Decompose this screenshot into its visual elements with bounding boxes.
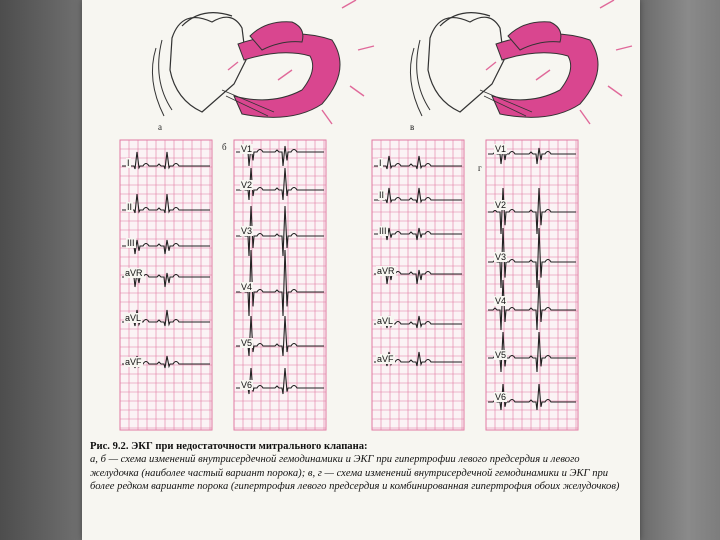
heart-schematic-a-arrow-3 xyxy=(350,86,364,96)
heart-schematic-a-arrow-4 xyxy=(322,110,332,124)
slide-right-band xyxy=(640,0,720,540)
heart-schematic-a-arrow-5 xyxy=(228,62,238,70)
lead-label-b-aVR: aVR xyxy=(125,268,143,278)
lead-label-g-aVF: aVF xyxy=(377,354,394,364)
lead-label-b-II: II xyxy=(127,202,133,212)
lead-label-g-II: II xyxy=(379,190,385,200)
panel-letter-b: б xyxy=(222,142,227,152)
lead-label-g-aVR: aVR xyxy=(377,266,395,276)
lead-label-b-V1: V1 xyxy=(241,144,253,154)
heart-schematic-a-arrow-2 xyxy=(358,46,374,50)
heart-schematic-v-arrow-1 xyxy=(600,0,614,8)
caption-body: а, б — схема изменений внутрисердечной гемодинамики и ЭКГ при гипертрофии левого предсердия и левого желудочка (наиболее частый вариант порока); в, г — схема изменений внутрисердечной гемодинамики и ЭКГ при более редком варианте порока (гипертрофия левого предсердия и комбинированная гипертрофия обоих желудочков) xyxy=(90,454,620,493)
lead-label-g-V4: V4 xyxy=(495,296,507,306)
lead-label-b-III: III xyxy=(127,238,135,248)
lead-label-b-I: I xyxy=(127,158,130,168)
lead-label-g-V6: V6 xyxy=(495,392,507,402)
lead-label-b-V2: V2 xyxy=(241,180,253,190)
heart-schematic-v-arrow-6 xyxy=(536,70,550,80)
lead-label-b-aVL: aVL xyxy=(125,313,142,323)
heart-schematic-v-arrow-5 xyxy=(486,62,496,70)
grid-g-limb xyxy=(372,140,464,430)
heart-schematic-a-arrow-1 xyxy=(342,0,356,8)
lead-label-g-III: III xyxy=(379,226,387,236)
panel-letter-a: а xyxy=(158,122,162,132)
heart-schematic-v xyxy=(410,0,632,124)
heart-schematic-v-arrow-3 xyxy=(608,86,622,96)
lead-label-g-I: I xyxy=(379,158,382,168)
heart-schematic-a-ventricle xyxy=(234,34,340,117)
heart-schematic-v-arrow-4 xyxy=(580,110,590,124)
lead-label-g-V2: V2 xyxy=(495,200,507,210)
heart-schematic-a xyxy=(152,0,374,124)
slide-left-band xyxy=(0,0,82,540)
lead-label-b-V5: V5 xyxy=(241,338,253,348)
panel-letter-v: в xyxy=(410,122,415,132)
lead-label-g-V5: V5 xyxy=(495,350,507,360)
lead-label-g-V3: V3 xyxy=(495,252,507,262)
lead-label-g-aVL: aVL xyxy=(377,316,394,326)
heart-schematic-v-vessel xyxy=(410,40,430,116)
lead-label-b-V6: V6 xyxy=(241,380,253,390)
lead-label-b-V4: V4 xyxy=(241,282,253,292)
panel-letter-g: г xyxy=(478,163,482,173)
heart-schematic-v-ventricle xyxy=(492,34,598,117)
ecg-figure xyxy=(82,0,640,440)
lead-label-b-V3: V3 xyxy=(241,226,253,236)
grid-g-chest xyxy=(486,140,578,430)
caption-title: Рис. 9.2. ЭКГ при недостаточности митрального клапана: xyxy=(90,441,368,452)
grid-b-limb xyxy=(120,140,212,430)
textbook-page xyxy=(82,0,640,540)
heart-schematic-v-arrow-2 xyxy=(616,46,632,50)
figure-caption xyxy=(90,440,630,494)
lead-label-b-aVF: aVF xyxy=(125,357,142,367)
lead-label-g-V1: V1 xyxy=(495,144,507,154)
heart-schematic-a-arrow-6 xyxy=(278,70,292,80)
heart-schematic-a-vessel xyxy=(152,40,172,116)
